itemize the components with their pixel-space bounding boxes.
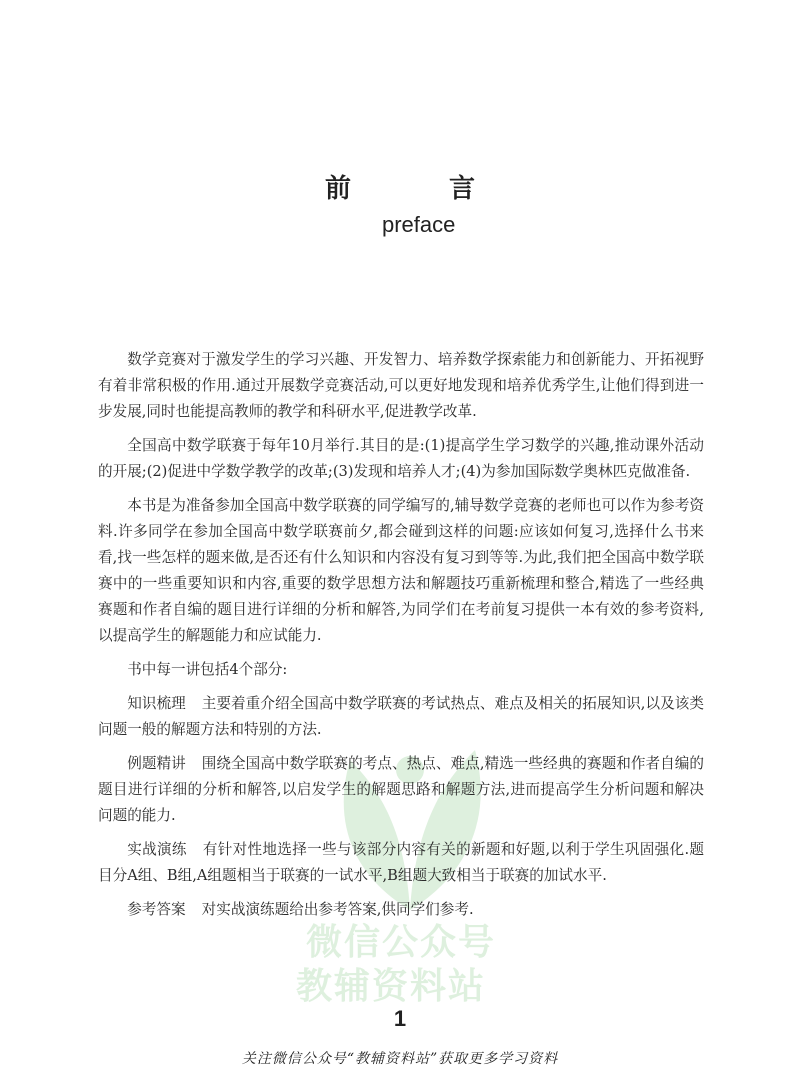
section-item [98, 751, 704, 829]
section-term: 实战演练 [127, 841, 187, 858]
watermark-text-line2: 教辅资料站 [296, 966, 487, 1007]
section-item [98, 897, 704, 923]
footer-note: 关注微信公众号“教辅资料站”获取更多学习资料 [241, 1051, 559, 1067]
page-number: 1 [393, 1006, 407, 1031]
section-text: 有针对性地选择一些与该部分内容有关的新题和好题,以利于学生巩固强化.题目分A组、B组,A组题相当于联赛的一试水平,B组题大致相当于联赛的加试水平. [98, 841, 704, 884]
section-text: 围绕全国高中数学联赛的考点、热点、难点,精选一些经典的赛题和作者自编的题目进行详细的分析和解答,以启发学生的解题思路和解题方法,进而提高学生分析问题和解决问题的能力. [98, 755, 704, 824]
section-term: 例题精讲 [127, 755, 186, 772]
paragraph: 数学竞赛对于激发学生的学习兴趣、开发智力、培养数学探索能力和创新能力、开拓视野有着非常积极的作用.通过开展数学竞赛活动,可以更好地发现和培养优秀学生,让他们得到进一步发展,同时也能提高教师的教学和科研水平,促进教学改革. [98, 351, 704, 420]
page-title: 前 言 [324, 174, 511, 204]
section-item [98, 837, 704, 889]
section-text: 对实战演练题给出参考答案,供同学们参考. [201, 901, 474, 918]
watermark-text-line1: 微信公众号 [306, 922, 497, 963]
section-item [98, 691, 704, 743]
section-term: 参考答案 [127, 901, 186, 918]
paragraph: 全国高中数学联赛于每年10月举行.其目的是:(1)提高学生学习数学的兴趣,推动课外活动的开展;(2)促进中学数学教学的改革;(3)发现和培养人才;(4)为参加国际数学奥林匹克做准备. [98, 437, 704, 480]
paragraph: 本书是为准备参加全国高中数学联赛的同学编写的,辅导数学竞赛的老师也可以作为参考资料.许多同学在参加全国高中数学联赛前夕,都会碰到这样的问题:应该如何复习,选择什么书来看,找一些怎样的题来做,是否还有什么知识和内容没有复习到等等.为此,我们把全国高中数学联赛中的一些重要知识和内容,重要的数学思想方法和解题技巧重新梳理和整合,精选了一些经典赛题和作者自编的题目进行详细的分析和解答,为同学们在考前复习提供一本有效的参考资料,以提高学生的解题能力和应试能力. [98, 497, 704, 644]
section-text: 主要着重介绍全国高中数学联赛的考试热点、难点及相关的拓展知识,以及该类问题一般的解题方法和特别的方法. [98, 695, 704, 738]
paragraph: 书中每一讲包括4个部分: [127, 661, 288, 678]
section-term: 知识梳理 [127, 695, 186, 712]
page-subtitle: preface [382, 212, 456, 237]
preface-body [98, 347, 704, 931]
